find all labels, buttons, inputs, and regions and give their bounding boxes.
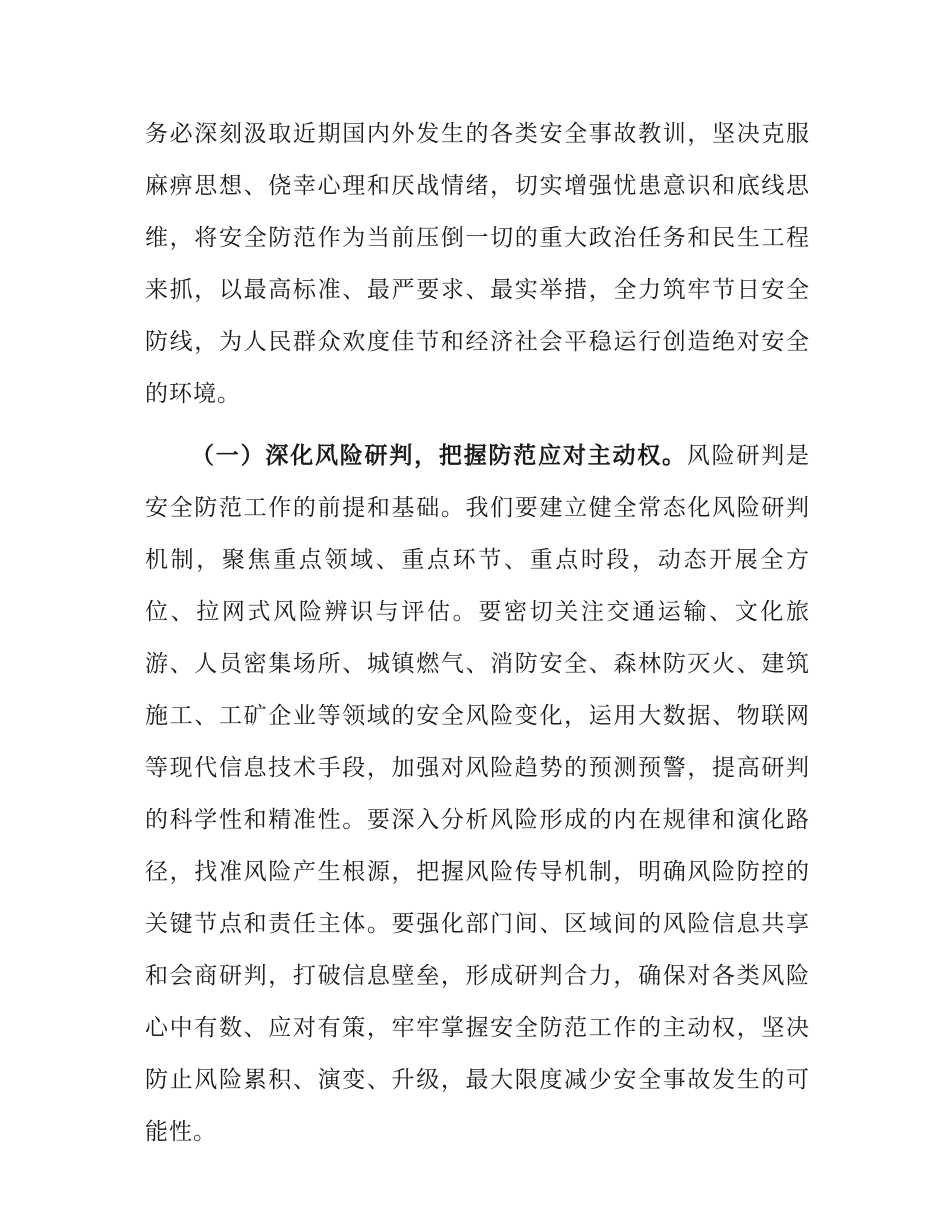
- paragraph-text: 风险研判是安全防范工作的前提和基础。我们要建立健全常态化风险研判机制，聚焦重点领域、重点环节、重点时段，动态开展全方位、拉网式风险辨识与评估。要密切关注交通运输、文化旅游、人员密集场所、城镇燃气、消防安全、森林防灭火、建筑施工、工矿企业等领域的安全风险变化，运用大数据、物联网等现代信息技术手段，加强对风险趋势的预测预警，提高研判的科学性和精准性。要深入分析风险形成的内在规律和演化路径，找准风险产生根源，把握风险传导机制，明确风险防控的关键节点和责任主体。要强化部门间、区域间的风险信息共享和会商研判，打破信息壁垒，形成研判合力，确保对各类风险心中有数、应对有策，牢牢掌握安全防范工作的主动权，坚决防止风险累积、演变、升级，最大限度减少安全事故发生的可能性。: [145, 443, 811, 1144]
- paragraph-section-one: [145, 430, 810, 1158]
- paragraph-continuation: [145, 108, 810, 420]
- section-heading-text: （一）深化风险研判，把握防范应对主动权。: [191, 443, 687, 468]
- paragraph-text: 务必深刻汲取近期国内外发生的各类安全事故教训，坚决克服麻痹思想、侥幸心理和厌战情绪，切实增强忧患意识和底线思维，将安全防范作为当前压倒一切的重大政治任务和民生工程来抓，以最高标准、最严要求、最实举措，全力筑牢节日安全防线，为人民群众欢度佳节和经济社会平稳运行创造绝对安全的环境。: [145, 121, 810, 406]
